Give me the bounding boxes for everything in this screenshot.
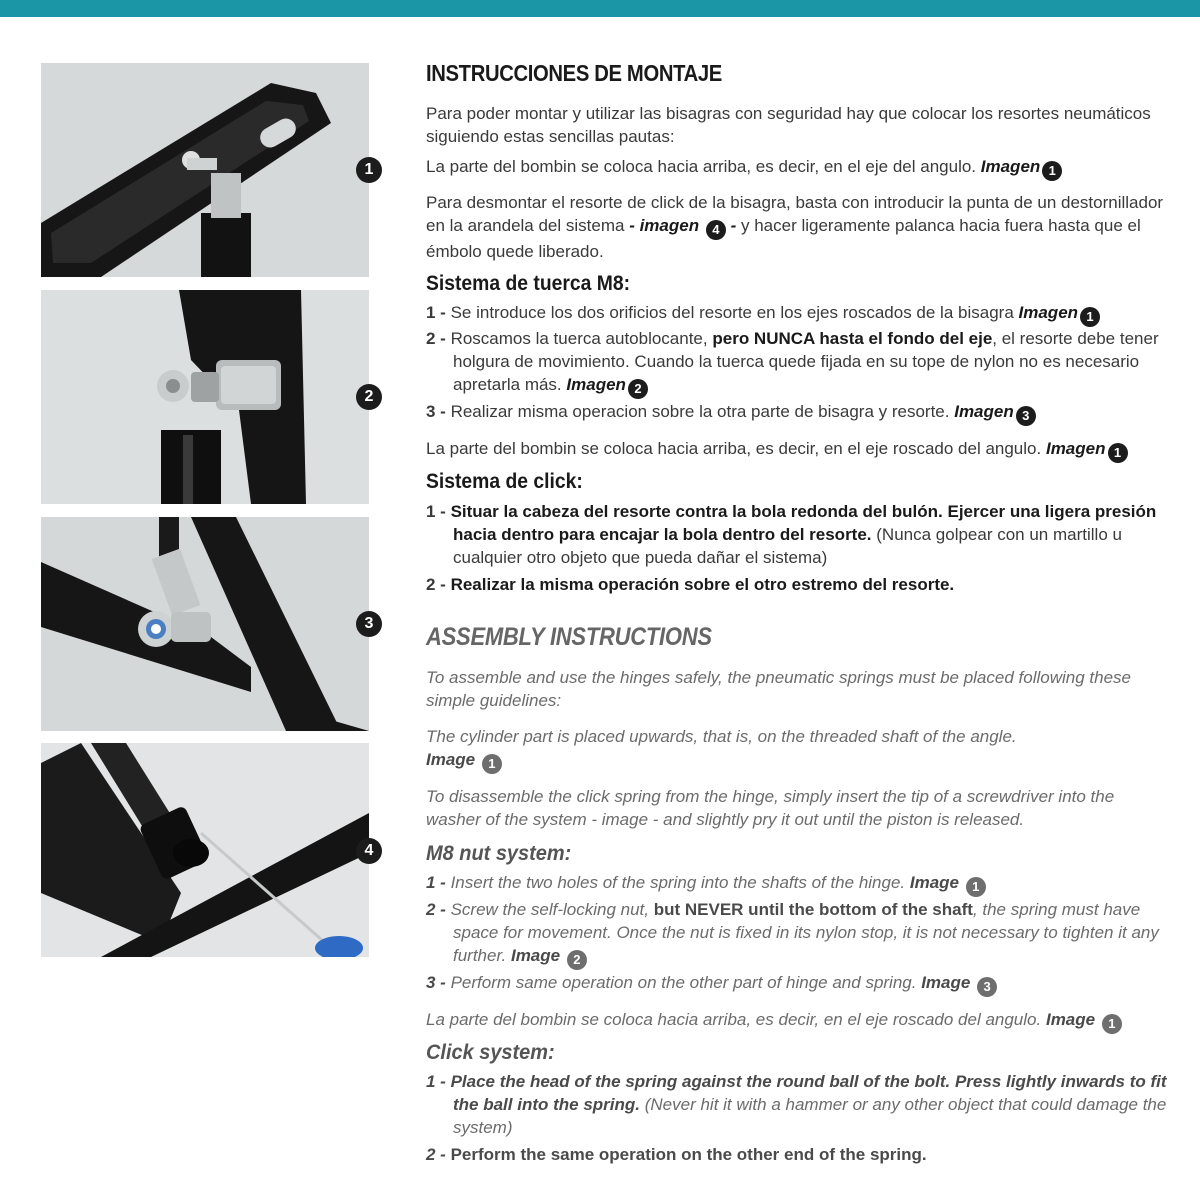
image-ref-badge: 2 bbox=[567, 950, 587, 970]
photo-screwdriver bbox=[41, 743, 369, 957]
es-click-step-1: 1 - Situar la cabeza del resorte contra la bola redonda del bulón. Ejercer una ligera presión hacia dentro para encajar la bola dentro del resorte. (Nunca golpear con un martillo u cualquier otro objeto que pueda dañar el sistema) bbox=[426, 502, 1157, 567]
top-accent-bar bbox=[0, 0, 1200, 17]
en-m8-step-2: 2 - Screw the self-locking nut, but NEVER until the bottom of the shaft, the spring must have space for movement. Once the nut is fixed in its nylon stop, it is not necessary to tighten it any further. Image 2 bbox=[426, 898, 1171, 970]
photo-number-badge: 3 bbox=[356, 611, 382, 637]
es-m8-step-1: 1 - Se introduce los dos orificios del resorte en los ejes roscados de la bisagra Imagen 1 bbox=[426, 301, 1171, 327]
image-ref-badge: 4 bbox=[706, 220, 726, 240]
es-m8-heading: Sistema de tuerca M8: bbox=[426, 272, 631, 295]
photo-hinge-nut bbox=[41, 290, 369, 504]
image-ref-badge: 3 bbox=[977, 977, 997, 997]
en-line-cylinder: The cylinder part is placed upwards, that is, on the threaded shaft of the angle. Image 1 bbox=[426, 725, 1171, 774]
en-click-heading: Click system: bbox=[426, 1041, 555, 1064]
en-click-step-1: 1 - Place the head of the spring against the round ball of the bolt. Press lightly inwards to fit the ball into the spring. (Never hit it with a hammer or any other object that could damage the system) bbox=[426, 1072, 1167, 1137]
es-m8-step-3: 3 - Realizar misma operacion sobre la otra parte de bisagra y resorte. Imagen 3 bbox=[426, 400, 1171, 426]
es-m8-note: La parte del bombin se coloca hacia arriba, es decir, en el eje roscado del angulo. Imagen 1 bbox=[426, 437, 1171, 463]
en-m8-step-3: 3 - Perform same operation on the other part of hinge and spring. Image 3 bbox=[426, 971, 1171, 997]
image-ref-badge: 1 bbox=[966, 877, 986, 897]
photo-hinge-bolt bbox=[41, 517, 369, 731]
en-title: ASSEMBLY INSTRUCTIONS bbox=[426, 623, 712, 651]
hinge-nut-photo-icon bbox=[41, 290, 369, 504]
image-ref-badge: 2 bbox=[628, 379, 648, 399]
es-click-heading: Sistema de click: bbox=[426, 470, 583, 493]
photo-number-badge: 4 bbox=[356, 838, 382, 864]
en-intro: To assemble and use the hinges safely, the pneumatic springs must be placed following these simple guidelines: bbox=[426, 668, 1131, 710]
image-ref-badge: 1 bbox=[1102, 1014, 1122, 1034]
es-m8-step-2: 2 - Roscamos la tuerca autoblocante, pero NUNCA hasta el fondo del eje, el resorte debe tener holgura de movimiento. Cuando la tuerca quede fijada en su tope de nylon no es necesario apretarla más. Imagen 2 bbox=[426, 327, 1171, 399]
image-ref-badge: 1 bbox=[1108, 443, 1128, 463]
es-click-step-2: 2 - Realizar la misma operación sobre el otro estremo del resorte. bbox=[426, 575, 955, 594]
en-click-step-2: 2 - Perform the same operation on the other end of the spring. bbox=[426, 1145, 927, 1164]
en-m8-heading: M8 nut system: bbox=[426, 842, 572, 865]
en-m8-note: La parte del bombin se coloca hacia arriba, es decir, en el eje roscado del angulo. Image 1 bbox=[426, 1008, 1171, 1034]
photo-hinge-piston bbox=[41, 63, 369, 277]
photo-number-badge: 2 bbox=[356, 384, 382, 410]
en-m8-step-1: 1 - Insert the two holes of the spring into the shafts of the hinge. Image 1 bbox=[426, 871, 1171, 897]
es-intro: Para poder montar y utilizar las bisagras con seguridad hay que colocar los resortes neumáticos siguiendo estas sencillas pautas: bbox=[426, 104, 1151, 146]
hinge-bolt-photo-icon bbox=[41, 517, 369, 731]
es-disassembly-paragraph: Para desmontar el resorte de click de la bisagra, basta con introducir la punta de un destornillador en la arandela del sistema - imagen 4 - y hacer ligeramente palanca hacia fuera hasta que el émbolo quede liberado. bbox=[426, 193, 1164, 261]
image-ref-badge: 1 bbox=[482, 754, 502, 774]
hinge-piston-photo-icon bbox=[41, 63, 369, 277]
image-ref-badge: 1 bbox=[1080, 307, 1100, 327]
image-ref-badge: 3 bbox=[1016, 406, 1036, 426]
es-line-bombin: La parte del bombin se coloca hacia arriba, es decir, en el eje del angulo. Imagen 1 bbox=[426, 155, 1171, 181]
photo-number-badge: 1 bbox=[356, 157, 382, 183]
screwdriver-photo-icon bbox=[41, 743, 369, 957]
es-title: INSTRUCCIONES DE MONTAJE bbox=[426, 60, 722, 86]
image-ref-badge: 1 bbox=[1042, 161, 1062, 181]
en-disassembly-paragraph: To disassemble the click spring from the hinge, simply insert the tip of a screwdriver into the washer of the system - image - and slightly pry it out until the piston is released. bbox=[426, 787, 1115, 829]
